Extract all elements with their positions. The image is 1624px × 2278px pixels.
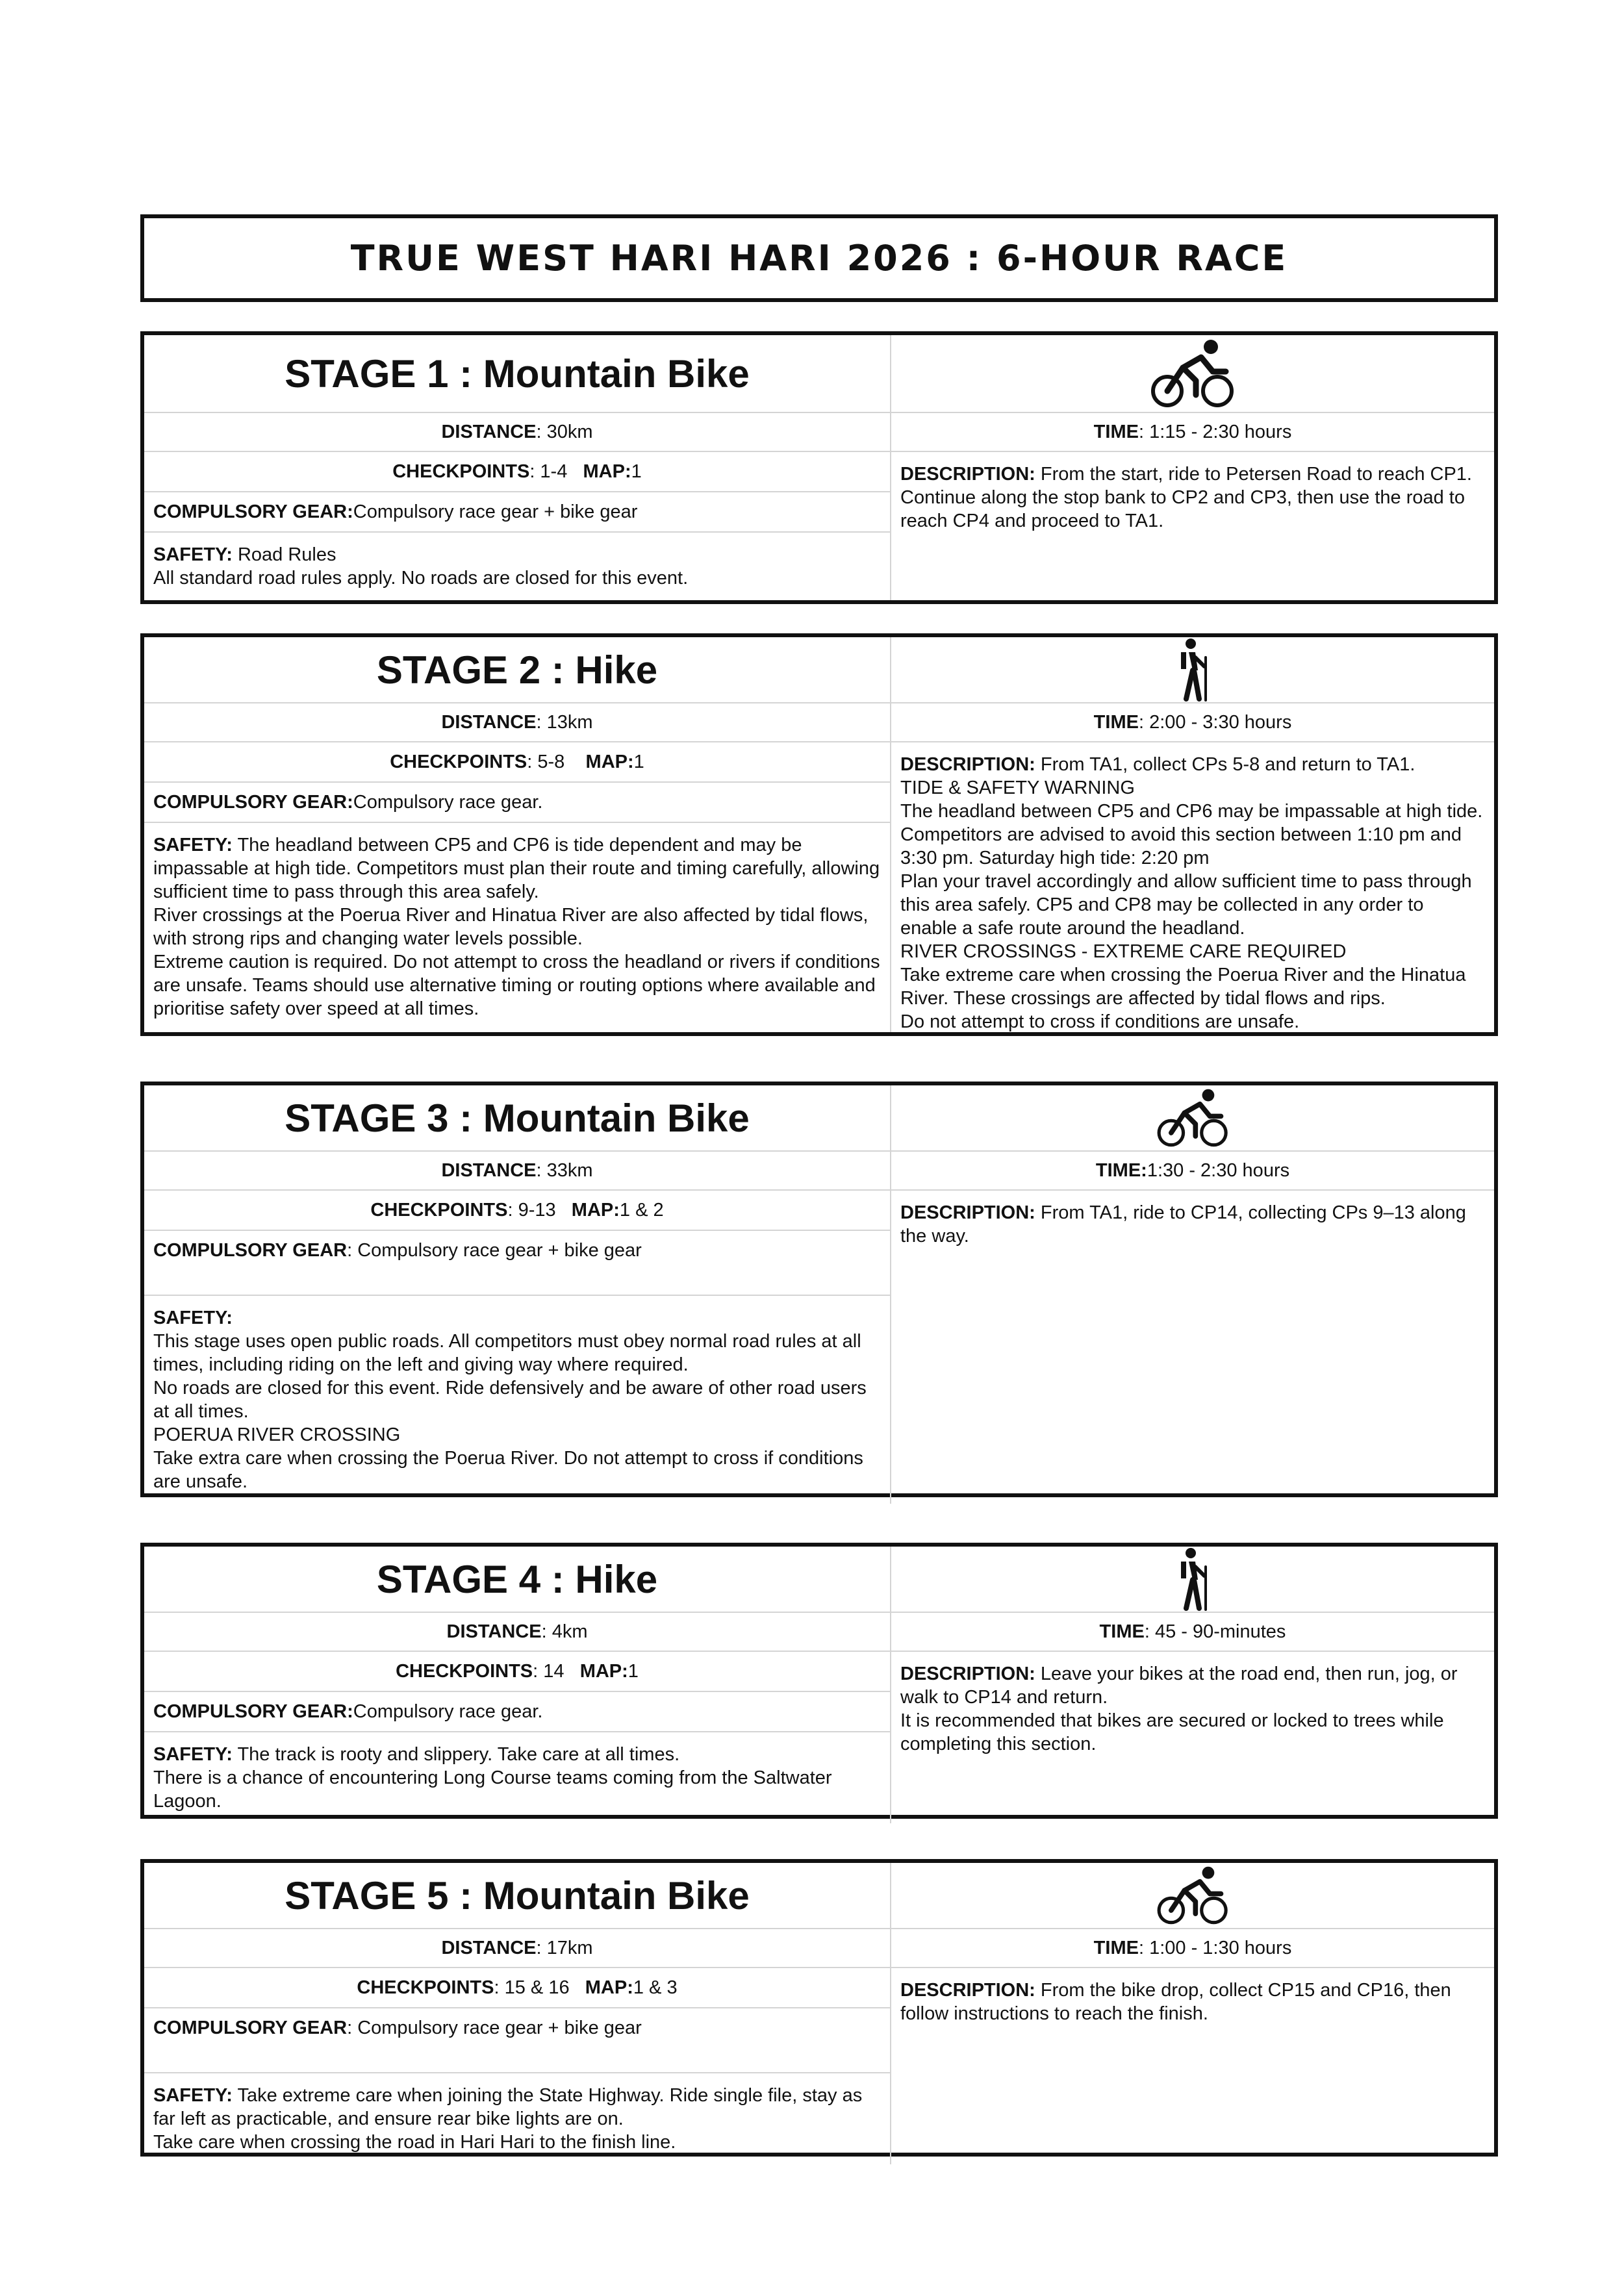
- stage-1-distance: DISTANCE : 30km: [144, 413, 891, 452]
- bike-icon: [1149, 338, 1237, 409]
- stage-3-time: TIME : 1:30 - 2:30 hours: [891, 1152, 1494, 1191]
- stage-5-checkpoints: CHECKPOINTS : 15 & 16 MAP: 1 & 3: [144, 1968, 891, 2008]
- stage-4-description: DESCRIPTION: Leave your bikes at the road end, then run, jog, or walk to CP14 and return. It is recommended that bikes are secured or locked to trees while completing this section.: [900, 1664, 1458, 1754]
- stage-2-gear: COMPULSORY GEAR: Compulsory race gear.: [144, 783, 891, 823]
- stage-3-header: [144, 1085, 891, 1152]
- stage-1-icon-cell: [891, 335, 1494, 413]
- stage-1-safety: SAFETY: Road Rules All standard road rules apply. No roads are closed for this event.: [144, 533, 891, 600]
- stage-5-safety: SAFETY: Take extreme care when joining the State Highway. Ride single file, stay as far left as practicable, and ensure rear bike lights are on. Take care when crossing the road in Hari Hari to the finish line.: [144, 2073, 891, 2164]
- stage-1-time: TIME : 1:15 - 2:30 hours: [891, 413, 1494, 452]
- stage-4-gear: COMPULSORY GEAR: Compulsory race gear.: [144, 1692, 891, 1732]
- stage-2-card: [140, 633, 1498, 1036]
- stage-3-safety: SAFETY: This stage uses open public roads. All competitors must obey normal road rules at all times, including riding on the left and giving way where required. No roads are closed for this event. Ride defensively and be aware of other road users at all times. POERUA RIVER CROSSING Take extra care when crossing the Poerua River. Do not attempt to cross if conditions are unsafe.: [144, 1296, 891, 1504]
- stage-4-header: [144, 1547, 891, 1613]
- title-box: [140, 214, 1498, 302]
- stage-2-safety: SAFETY: The headland between CP5 and CP6 is tide dependent and may be impassable at high tide. Competitors must plan their route and timing carefully, allowing sufficient time to pass through this area safely. River crossings at the Poerua River and Hinatua River are also affected by tidal flows, with strong rips and changing water levels possible. Extreme caution is required. Do not attempt to cross the headland or rivers if conditions are unsafe. Teams should use alternative timing or routing options where available and prioritise safety over speed at all times.: [144, 823, 891, 1032]
- stage-3-description: DESCRIPTION: From TA1, ride to CP14, collecting CPs 9–13 along the way.: [900, 1202, 1466, 1247]
- stage-3-checkpoints: CHECKPOINTS : 9-13 MAP: 1 & 2: [144, 1191, 891, 1231]
- stage-3-heading: STAGE 3 : Mountain Bike: [285, 1096, 750, 1140]
- hiker-icon: [1173, 638, 1212, 702]
- hiker-icon: [1173, 1547, 1212, 1611]
- stage-4-time: TIME : 45 - 90-minutes: [891, 1613, 1494, 1652]
- stage-1-card: [140, 331, 1498, 604]
- stage-2-time: TIME : 2:00 - 3:30 hours: [891, 703, 1494, 742]
- stage-5-heading: STAGE 5 : Mountain Bike: [285, 1873, 750, 1917]
- page-title: TRUE WEST HARI HARI 2026 : 6-HOUR RACE: [350, 238, 1288, 279]
- stage-2-checkpoints: CHECKPOINTS : 5-8 MAP: 1: [144, 742, 891, 783]
- stage-5-gear: COMPULSORY GEAR : Compulsory race gear + bike gear: [144, 2008, 891, 2073]
- stage-5-card: [140, 1859, 1498, 2157]
- stage-1-heading: STAGE 1 : Mountain Bike: [285, 351, 750, 396]
- bike-icon: [1156, 1865, 1230, 1926]
- stage-1-gear: COMPULSORY GEAR: Compulsory race gear + bike gear: [144, 492, 891, 533]
- stage-2-distance: DISTANCE : 13km: [144, 703, 891, 742]
- stage-4-card: [140, 1543, 1498, 1819]
- stage-2-description: DESCRIPTION: From TA1, collect CPs 5-8 and return to TA1. TIDE & SAFETY WARNING The headland between CP5 and CP6 may be impassable at high tide. Competitors are advised to avoid this section between 1:10 pm and 3:30 pm. Saturday high tide: 2:20 pm Plan your travel accordingly and allow sufficient time to pass through this area safely. CP5 and CP8 may be collected in any order to enable a safe route around the headland. RIVER CROSSINGS - EXTREME CARE REQUIRED Take extreme care when crossing the Poerua River and the Hinatua River. These crossings are affected by tidal flows and rips. Do not attempt to cross if conditions are unsafe.: [900, 754, 1483, 1032]
- stage-4-checkpoints: CHECKPOINTS : 14 MAP: 1: [144, 1652, 891, 1692]
- stage-2-heading: STAGE 2 : Hike: [376, 648, 658, 692]
- stage-4-distance: DISTANCE : 4km: [144, 1613, 891, 1652]
- stage-2-header: [144, 637, 891, 703]
- stage-2-icon-cell: [891, 637, 1494, 703]
- stage-1-checkpoints: CHECKPOINTS : 1-4 MAP: 1: [144, 452, 891, 492]
- stage-5-description: DESCRIPTION: From the bike drop, collect CP15 and CP16, then follow instructions to reach the finish.: [900, 1980, 1451, 2024]
- stage-3-icon-cell: [891, 1085, 1494, 1152]
- stage-3-gear: COMPULSORY GEAR : Compulsory race gear + bike gear: [144, 1231, 891, 1296]
- stage-5-time: TIME : 1:00 - 1:30 hours: [891, 1929, 1494, 1968]
- stage-4-heading: STAGE 4 : Hike: [376, 1557, 658, 1601]
- stage-4-safety: SAFETY: The track is rooty and slippery. Take care at all times. There is a chance of encountering Long Course teams coming from the Saltwater Lagoon.: [144, 1732, 891, 1823]
- stage-5-header: [144, 1863, 891, 1929]
- stage-3-card: [140, 1082, 1498, 1497]
- stage-5-icon-cell: [891, 1863, 1494, 1929]
- stage-5-distance: DISTANCE : 17km: [144, 1929, 891, 1968]
- stage-3-distance: DISTANCE : 33km: [144, 1152, 891, 1191]
- stage-4-icon-cell: [891, 1547, 1494, 1613]
- bike-icon: [1156, 1087, 1230, 1148]
- stage-1-description: DESCRIPTION: From the start, ride to Petersen Road to reach CP1. Continue along the stop bank to CP2 and CP3, then use the road to reach CP4 and proceed to TA1.: [900, 464, 1472, 531]
- stage-1-header: [144, 335, 891, 413]
